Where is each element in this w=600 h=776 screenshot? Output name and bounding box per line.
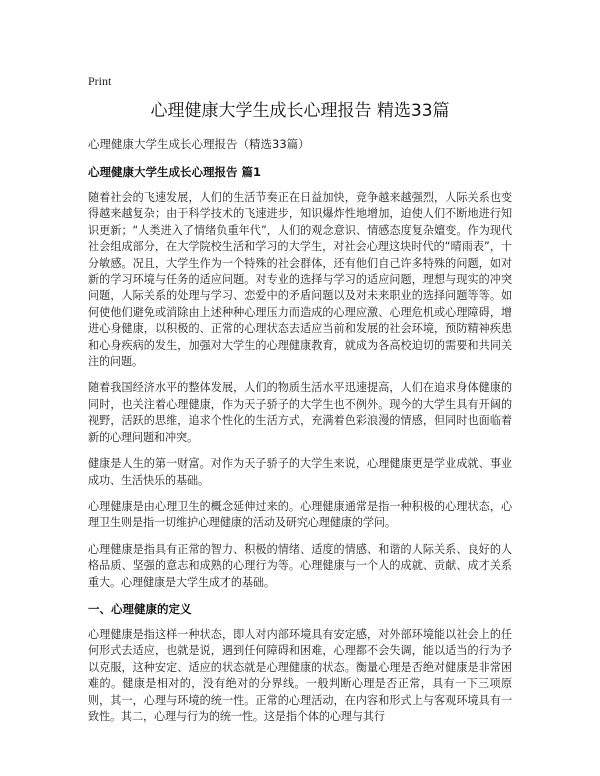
paragraph-5: 心理健康是指具有正常的智力、积极的情绪、适度的情感、和谐的人际关系、良好的人格品质、坚强的意志和成熟的心理行为等。心理健康与一个人的成就、贡献、成才关系重大。心理健康是大学生成才的基础。 bbox=[88, 542, 512, 589]
paragraph-2: 随着我国经济水平的整体发展，人们的物质生活水平迅速提高，人们在追求身体健康的同时，也关注着心理健康，作为天子骄子的大学生也不例外。现今的大学生具有开阔的视野，活跃的思维，追求个性化的生活方式，充满着色彩浪漫的情感，但同时也面临着新的心理问题和冲突。 bbox=[88, 381, 512, 444]
print-link[interactable]: Print bbox=[88, 74, 112, 88]
paragraph-3: 健康是人生的第一财富。对作为天子骄子的大学生来说，心理健康更是学业成就、事业成功、生活快乐的基础。 bbox=[88, 457, 512, 487]
paragraph-definition: 心理健康是指这样一种状态，即人对内部环境具有安定感，对外部环境能以社会上的任何形式去适应，也就是说，遇到任何障碍和困难，心理都不会失调，能以适当的行为予以克服，这种安定、适应的状态就是心理健康的状态。衡量心理是否绝对健康是非常困难的。健康是相对的，没有绝对的分界线。一般判断心理是否正常，具有一下三项原则，其一，心理与环境的统一性。正常的心理活动，在内容和形式上与客观环境具有一致性。其二，心理与行为的统一性。这是指个体的心理与其行 bbox=[88, 627, 512, 723]
document-subtitle: 心理健康大学生成长心理报告（精选33篇） bbox=[88, 137, 310, 151]
section-title-part1: 心理健康大学生成长心理报告 篇1 bbox=[88, 165, 262, 179]
section-title-definition: 一、心理健康的定义 bbox=[88, 601, 192, 616]
paragraph-4: 心理健康是由心理卫生的概念延伸过来的。心理健康通常是指一种积极的心理状态，心理卫生则是指一切维护心理健康的活动及研究心理健康的学问。 bbox=[88, 499, 512, 530]
paragraph-1: 随着社会的飞速发展，人们的生活节奏正在日益加快，竞争越来越强烈，人际关系也变得越来越复杂；由于科学技术的飞速进步，知识爆炸性地增加，迫使人们不断地进行知识更新；“人类进入了情绪负重年代”，人们的观念意识、情感态度复杂嬗变。作为现代社会组成部分，在大学院校生活和学习的大学生，对社会心理这块时代的“晴雨表”，十分敏感。况且，大学生作为一个特殊的社会群体，还有他们自己许多特殊的问题，如对新的学习环境与任务的适应问题。对专业的选择与学习的适应问题，理想与现实的冲突问题，人际关系的处理与学习、恋爱中的矛盾问题以及对未来职业的选择问题等等。如何使他们避免或消除由上述种种心理压力而造成的心理应激、心理危机或心理障碍，增进心身健康，以积极的、正常的心理状态去适应当前和发展的社会环境，预防精神疾患和心身疾病的发生，加强对大学生的心理健康教育，就成为各高校迫切的需要和共同关注的问题。 bbox=[88, 191, 512, 369]
document-title: 心理健康大学生成长心理报告 精选33篇 bbox=[150, 101, 450, 121]
